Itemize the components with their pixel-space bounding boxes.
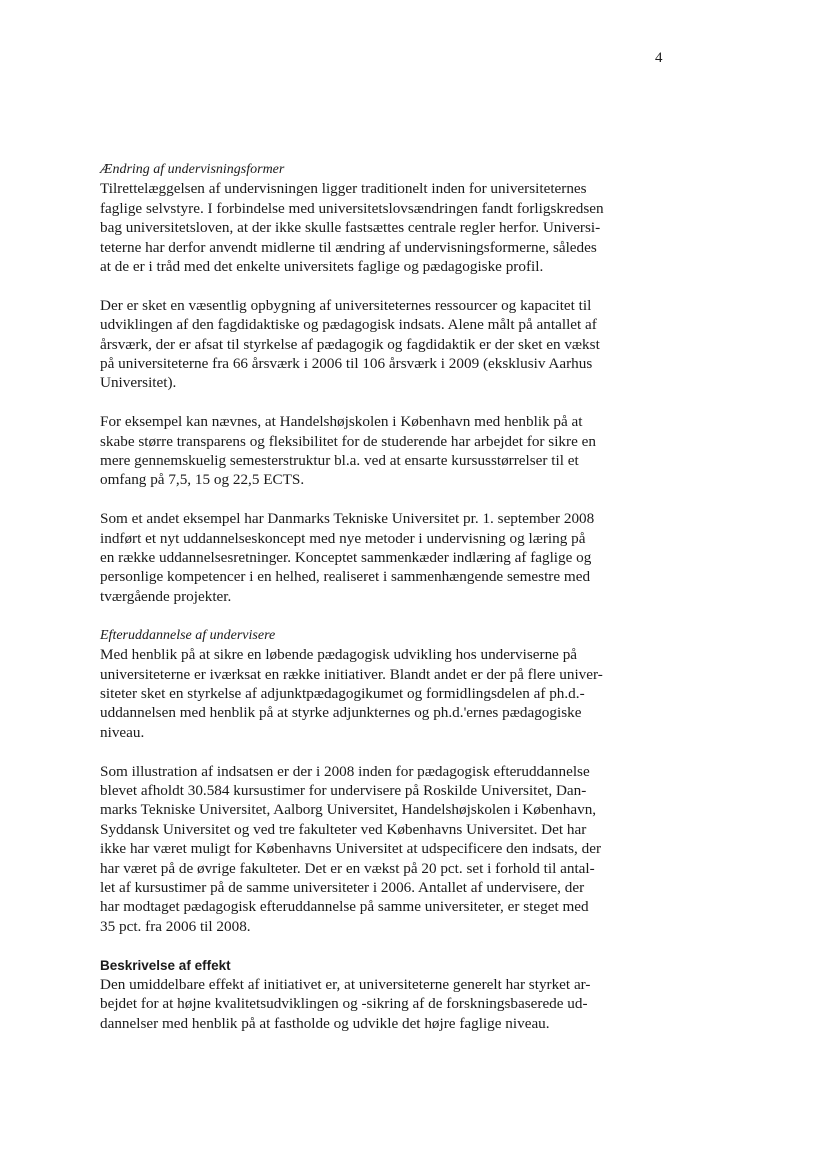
text-line: Der er sket en væsentlig opbygning af universiteternes ressourcer og kapacitet til [100, 296, 592, 314]
paragraph [100, 179, 636, 276]
text-line: en række uddannelsesretninger. Konceptet sammenkæder indlæring af faglige og [100, 549, 592, 567]
paragraph [100, 509, 636, 606]
section-aendring-af-undervisningsformer [100, 160, 636, 606]
text-line: årsværk, der er afsat til styrkelse af pædagogik og fagdidaktik er der sket en vækst [100, 335, 600, 353]
text-line: marks Tekniske Universitet, Aalborg Universitet, Handelshøjskolen i København, [100, 801, 597, 819]
paragraph [100, 296, 636, 393]
text-line: har været på de øvrige fakulteter. Det er en vækst på 20 pct. set i forhold til antal- [100, 859, 595, 877]
text-line: ikke har været muligt for Københavns Universitet at udspecificere den indsats, der [100, 840, 602, 858]
text-line: indført et nyt uddannelseskoncept med nye metoder i undervisning og læring på [100, 529, 586, 547]
text-line: siteter sket en styrkelse af adjunktpædagogikumet og formidlingsdelen af ph.d.- [100, 684, 585, 702]
document-body [100, 160, 636, 1033]
section-efteruddannelse-af-undervisere [100, 626, 636, 936]
text-line: dannelser med henblik på at fastholde og udvikle det højre faglige niveau. [100, 1014, 550, 1032]
text-line: bag universitetsloven, at der ikke skulle fastsættes centrale regler herfor. Universi- [100, 219, 601, 237]
section-heading: Ændring af undervisningsformer [100, 162, 285, 177]
paragraph [100, 645, 636, 742]
text-line: faglige selvstyre. I forbindelse med universitetslovsændringen fandt forligskredsen [100, 199, 604, 217]
section-heading: Beskrivelse af effekt [100, 957, 231, 973]
text-line: Syddansk Universitet og ved tre fakulteter ved Københavns Universitet. Det har [100, 820, 587, 838]
text-line: universiteterne er iværksat en række initiativer. Blandt andet er der på flere univer- [100, 665, 603, 683]
text-line: let af kursustimer på de samme universiteter i 2006. Antallet af undervisere, der [100, 878, 585, 896]
text-line: Universitet). [100, 374, 177, 392]
text-line: blevet afholdt 30.584 kursustimer for undervisere på Roskilde Universitet, Dan- [100, 781, 587, 799]
section-beskrivelse-af-effekt [100, 956, 636, 1034]
section-heading: Efteruddannelse af undervisere [100, 627, 276, 643]
text-line: bejdet for at højne kvalitetsudviklingen og -sikring af de forskningsbaserede ud- [100, 995, 588, 1013]
text-line: har modtaget pædagogisk efteruddannelse på samme universiteter, er steget med [100, 898, 589, 916]
text-line: 35 pct. fra 2006 til 2008. [100, 917, 251, 935]
text-line: tværgående projekter. [100, 587, 232, 605]
paragraph [100, 762, 636, 937]
text-line: teterne har derfor anvendt midlerne til ændring af undervisningsformerne, således [100, 238, 597, 256]
text-line: Med henblik på at sikre en løbende pædagogisk udvikling hos underviserne på [100, 646, 578, 664]
paragraph [100, 412, 636, 490]
page-number: 4 [655, 50, 663, 66]
text-line: niveau. [100, 723, 145, 741]
text-line: udviklingen af den fagdidaktiske og pædagogisk indsats. Alene målt på antallet af [100, 316, 597, 334]
text-line: omfang på 7,5, 15 og 22,5 ECTS. [100, 471, 305, 489]
text-line: personlige kompetencer i en helhed, realiseret i sammenhængende semestre med [100, 568, 591, 586]
text-line: uddannelsen med henblik på at styrke adjunkternes og ph.d.'ernes pædagogiske [100, 704, 582, 722]
text-line: Tilrettelæggelsen af undervisningen ligger traditionelt inden for universiteternes [100, 180, 587, 198]
paragraph [100, 975, 636, 1033]
text-line: at de er i tråd med det enkelte universitets faglige og pædagogiske profil. [100, 258, 544, 276]
text-line: skabe større transparens og fleksibilitet for de studerende har arbejdet for sikre en [100, 432, 596, 450]
text-line: mere gennemskuelig semesterstruktur bl.a. ved at ensarte kursusstørrelser til et [100, 452, 579, 470]
text-line: Som illustration af indsatsen er der i 2008 inden for pædagogisk efteruddannelse [100, 762, 590, 780]
text-line: på universiteterne fra 66 årsværk i 2006 til 106 årsværk i 2009 (eksklusiv Aarhus [100, 355, 593, 373]
text-line: Den umiddelbare effekt af initiativet er, at universiteterne generelt har styrket ar- [100, 975, 591, 993]
text-line: Som et andet eksempel har Danmarks Tekniske Universitet pr. 1. september 2008 [100, 510, 595, 528]
text-line: For eksempel kan nævnes, at Handelshøjskolen i København med henblik på at [100, 413, 583, 431]
